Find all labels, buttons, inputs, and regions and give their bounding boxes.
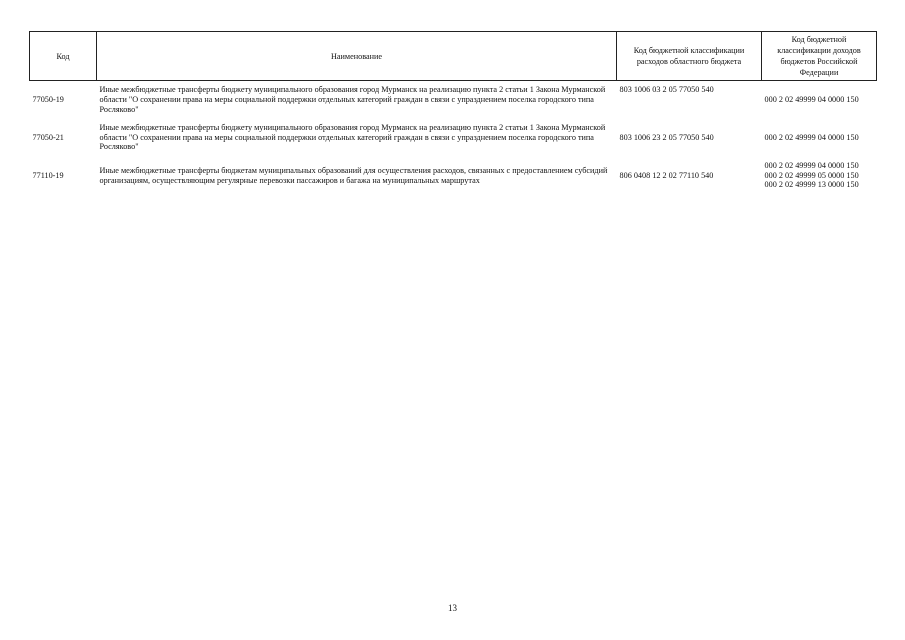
- row-name: Иные межбюджетные трансферты бюджету муниципального образования город Мурманск на реализацию пункта 2 статьи 1 Закона Мурманской области "О сохранении права на меры социальной поддержки отдельных категорий граждан в связи с упразднением поселка городского типа Росляково": [99, 123, 606, 152]
- row-code: 77050-19: [32, 94, 64, 104]
- row-name: Иные межбюджетные трансферты бюджетам муниципальных образований для осуществления расходов, связанных с предоставлением субсидий организациям, осуществляющим регулярные перевозки пассажиров и багажа на муниципальных маршрутах: [99, 165, 608, 185]
- income-code-line: 000 2 02 49999 04 0000 150: [764, 161, 859, 171]
- table-row: [30, 157, 877, 195]
- row-income-code: [762, 119, 877, 157]
- header-expense-code: Код бюджетной классификации расходов областного бюджета: [617, 32, 762, 81]
- row-code: 77110-19: [32, 170, 64, 180]
- header-code: Код: [30, 32, 97, 81]
- income-code-line: 000 2 02 49999 04 0000 150: [764, 94, 859, 104]
- row-income-code: [762, 81, 877, 119]
- page-number: 13: [448, 603, 457, 613]
- row-expense-code: 806 0408 12 2 02 77110 540: [619, 170, 714, 180]
- table-header-row: [30, 32, 877, 81]
- income-code-line: 000 2 02 49999 04 0000 150: [764, 132, 859, 142]
- table-row: [30, 81, 877, 119]
- row-expense-code: 803 1006 03 2 05 77050 540: [619, 85, 714, 94]
- header-income-code: Код бюджетной классификации доходов бюджетов Российской Федерации: [762, 32, 877, 81]
- income-code-line: 000 2 02 49999 13 0000 150: [764, 180, 859, 190]
- row-income-code: [762, 157, 877, 195]
- budget-classification-table: [29, 31, 877, 195]
- income-code-line: 000 2 02 49999 05 0000 150: [764, 170, 859, 180]
- row-name: Иные межбюджетные трансферты бюджету муниципального образования город Мурманск на реализацию пункта 2 статьи 1 Закона Мурманской области "О сохранении права на меры социальной поддержки отдельных категорий граждан в связи с упразднением поселка городского типа Росляково": [99, 85, 606, 114]
- row-code: 77050-21: [32, 132, 64, 142]
- row-expense-code: 803 1006 23 2 05 77050 540: [619, 132, 714, 142]
- header-name: Наименование: [97, 32, 617, 81]
- table-row: [30, 119, 877, 157]
